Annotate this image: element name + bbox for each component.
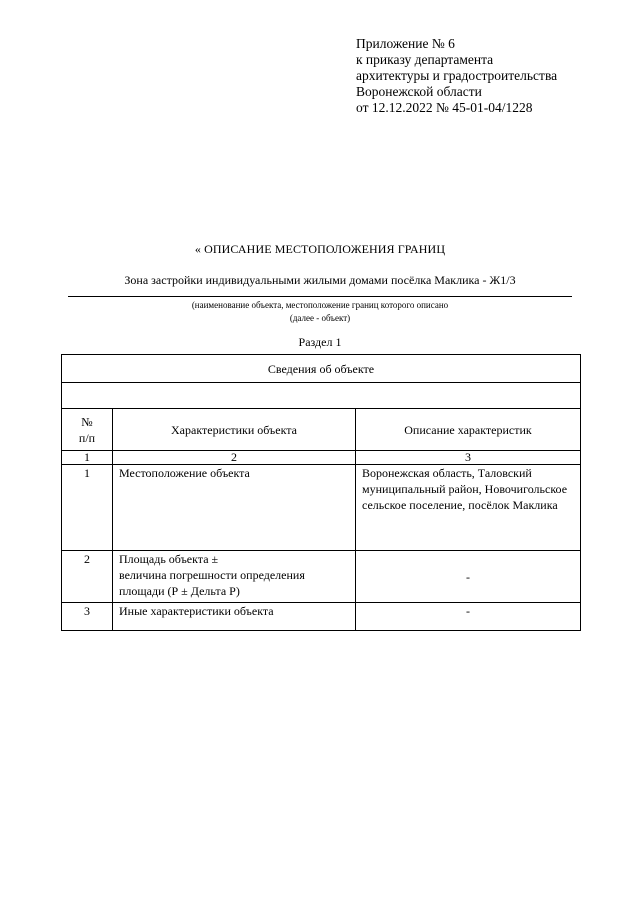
object-name: Зона застройки индивидуальными жилыми домами посёлка Маклика - Ж1/3 xyxy=(124,273,516,287)
appendix-line: архитектуры и градостроительства xyxy=(356,68,558,83)
header-num xyxy=(62,409,113,451)
table-row xyxy=(62,465,581,551)
row-description: - xyxy=(356,551,581,603)
row-num: 3 xyxy=(62,603,113,631)
appendix-line: Приложение № 6 xyxy=(356,36,455,51)
header-num-line1: № xyxy=(81,414,93,429)
note-line: (наименование объекта, местоположение границ которого описано xyxy=(191,300,449,310)
object-info-table xyxy=(61,354,581,631)
table-colnum-row xyxy=(62,451,581,465)
row-num: 1 xyxy=(62,465,113,551)
colnum-cell: 3 xyxy=(356,451,581,465)
row-description: - xyxy=(356,603,581,631)
row-characteristic-line: Площадь объекта ± xyxy=(119,552,219,566)
table-row xyxy=(62,551,581,603)
section-title: Раздел 1 xyxy=(298,335,342,349)
table-header-row xyxy=(62,409,581,451)
table-empty-row xyxy=(62,383,581,409)
header-num-line2: п/п xyxy=(78,430,96,445)
row-characteristic: Иные характеристики объекта xyxy=(113,603,356,631)
appendix-line: Воронежской области xyxy=(356,84,482,99)
table-caption-row xyxy=(62,355,581,383)
table-caption: Сведения об объекте xyxy=(62,355,581,383)
appendix-block xyxy=(356,36,557,116)
document-title: « ОПИСАНИЕ МЕСТОПОЛОЖЕНИЯ ГРАНИЦ xyxy=(194,242,446,256)
header-description: Описание характеристик xyxy=(356,409,581,451)
row-characteristic xyxy=(113,551,356,603)
header-characteristics: Характеристики объекта xyxy=(113,409,356,451)
appendix-line: от 12.12.2022 № 45-01-04/1228 xyxy=(356,100,533,115)
note-line: (далее - объект) xyxy=(289,313,351,323)
object-name-note xyxy=(68,299,572,325)
table-row xyxy=(62,603,581,631)
colnum-cell: 2 xyxy=(113,451,356,465)
row-description: Воронежская область, Таловский муниципальный район, Новочигольское сельское поселение, посёлок Маклика xyxy=(356,465,581,551)
row-characteristic: Местоположение объекта xyxy=(113,465,356,551)
row-characteristic-line: величина погрешности определения xyxy=(119,568,305,582)
empty-cell xyxy=(62,383,581,409)
row-num: 2 xyxy=(62,551,113,603)
colnum-cell: 1 xyxy=(62,451,113,465)
divider-line xyxy=(68,296,572,297)
appendix-line: к приказу департамента xyxy=(356,52,494,67)
row-characteristic-line: площади (Р ± Дельта Р) xyxy=(119,584,240,598)
